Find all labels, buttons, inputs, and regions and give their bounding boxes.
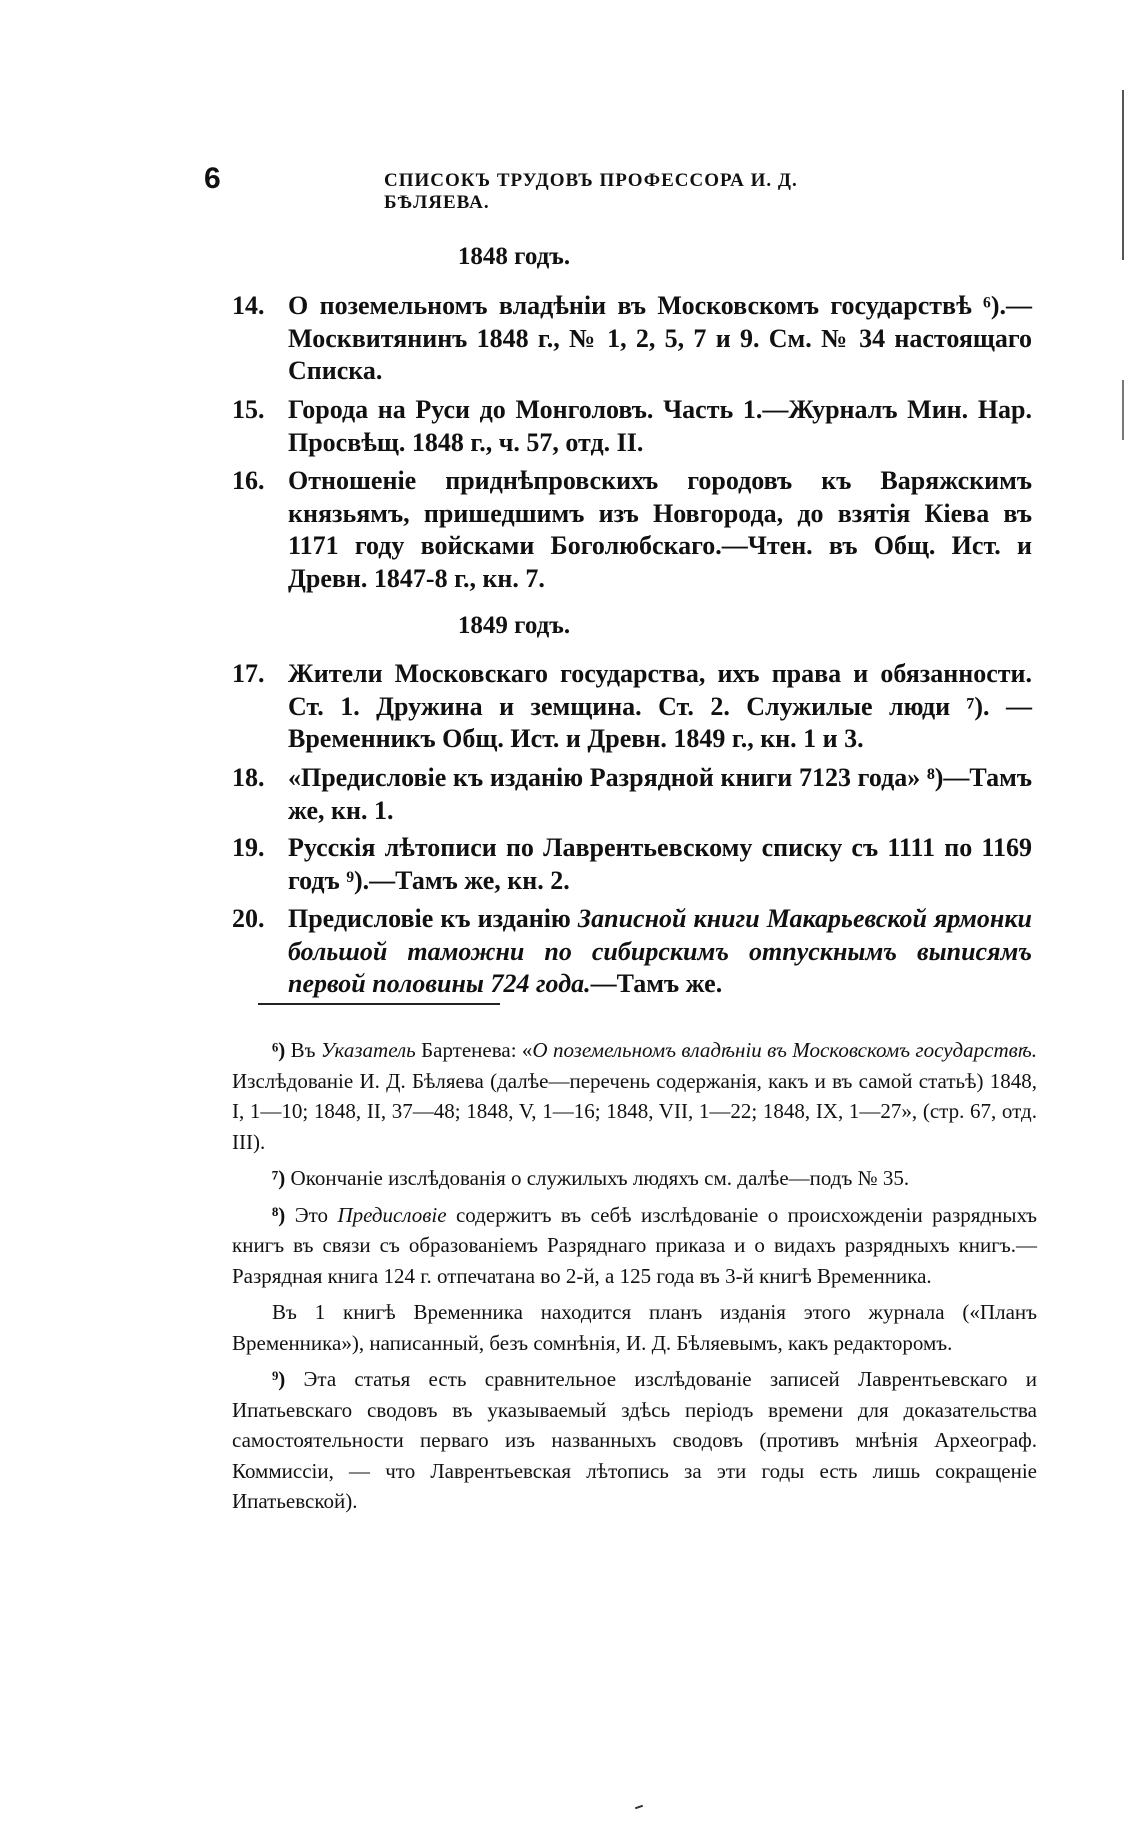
year-heading-1849: 1849 годъ.	[457, 612, 571, 639]
entry-text-italic: Записной книги Макарьевской ярмонки большой таможни по сибирскимъ отпускнымъ выписямъ первой половины 724 года.	[288, 904, 1033, 998]
footnote-text: Это	[285, 1202, 338, 1227]
entry-text	[288, 903, 1032, 1001]
footnote-mark: ⁶)	[272, 1038, 286, 1062]
footnote	[232, 1163, 1037, 1194]
footnote-text-italic: Указатель	[320, 1038, 416, 1062]
bibliography-entry	[232, 658, 1032, 756]
entry-number: 18.	[232, 763, 265, 792]
footnote-mark: ⁷)	[272, 1166, 286, 1190]
footnote-text-italic: О поземельномъ владѣніи въ Московскомъ государствѣ.	[532, 1038, 1037, 1062]
entry-text-plain: Предисловіе къ изданію	[288, 904, 578, 933]
entry-text: Жители Московскаго государства, ихъ права и обязанности. Ст. 1. Дружина и земщина. Ст. 2. Служилые люди ⁷). — Временникъ Общ. Ист. и Древн. 1849 г., кн. 1 и 3.	[288, 659, 1032, 753]
print-speck	[635, 1805, 643, 1810]
entry-number: 20.	[232, 904, 265, 933]
footnote-text: Изслѣдованіе И. Д. Бѣляева (далѣе—перечень содержанія, какъ и въ самой статьѣ) 1848, I, 1—10; 1848, II, 37—48; 1848, V, 1—16; 1848, VII, 1—22; 1848, IX, 1—27», (стр. 67, отд. III).	[232, 1068, 1037, 1154]
page-header	[204, 162, 904, 213]
footnote-text: Въ 1 книгѣ Временника находится планъ изданія этого журнала («Планъ Временника»), написанный, безъ сомнѣнія, И. Д. Бѣляевымъ, какъ редакторомъ.	[232, 1300, 1037, 1355]
bibliography-entry	[232, 394, 1032, 459]
entry-number: 16.	[232, 466, 265, 495]
footnote-text: содержитъ въ себѣ изслѣдованіе о происхожденіи разрядныхъ книгъ въ связи съ образованіемъ Разряднаго приказа и о видахъ разрядныхъ книгъ.— Разрядная книга 124 г. отпечатана во 2-й, а 125 года въ 3-й книгѣ Временника.	[232, 1202, 1037, 1288]
running-title: СПИСОКЪ ТРУДОВЪ ПРОФЕССОРА И. Д. БѢЛЯЕВА.	[384, 170, 798, 213]
footnote-text: Окончаніе изслѣдованія о служилыхъ людяхъ см. далѣе—подъ № 35.	[285, 1166, 910, 1190]
entry-number: 15.	[232, 395, 265, 424]
year-heading-1848: 1848 годъ.	[457, 243, 571, 270]
footnote-text: Въ	[285, 1038, 321, 1062]
footnote-mark: ⁹)	[272, 1367, 286, 1391]
footnotes	[232, 1035, 1037, 1523]
footnote	[232, 1035, 1037, 1157]
entry-text: «Предисловіе къ изданію Разрядной книги 7123 года» ⁸)—Тамъ же, кн. 1.	[288, 763, 1032, 825]
entry-text: О поземельномъ владѣніи въ Московскомъ государствѣ ⁶).— Москвитянинъ 1848 г., № 1, 2, 5, 7 и 9. См. № 34 настоящаго Списка.	[288, 291, 1032, 385]
page-number: 6	[204, 162, 221, 195]
bibliography-entry	[232, 832, 1032, 897]
bibliography-entry	[232, 762, 1032, 827]
entry-text: Города на Руси до Монголовъ. Часть 1.—Журналъ Мин. Нар. Просвѣщ. 1848 г., ч. 57, отд. II.	[288, 395, 1032, 457]
footnote-text: Эта статья есть сравнительное изслѣдованіе записей Лаврентьевскаго и Ипатьевскаго сводовъ въ указываемый здѣсь періодъ времени для доказательства самостоятельности перваго изъ названныхъ сводовъ (противъ мнѣнія Археограф. Коммиссіи, — что Лаврентьевская лѣтопись за эти годы есть лишь сокращеніе Ипатьевской).	[232, 1367, 1037, 1513]
footnote-text: Бартенева: «	[415, 1038, 533, 1062]
entry-text: Отношеніе приднѣпровскихъ городовъ къ Варяжскимъ князьямъ, пришедшимъ изъ Новгорода, до взятія Кіева въ 1171 году войсками Боголюбскаго.—Чтен. въ Общ. Ист. и Древн. 1847-8 г., кн. 7.	[288, 466, 1032, 593]
footnote-text-italic: Предисловіе	[337, 1202, 447, 1227]
bibliography-entry	[232, 903, 1032, 1001]
footnote	[232, 1200, 1037, 1292]
bibliography-entry	[232, 465, 1032, 595]
entry-text-plain: —Тамъ же.	[590, 969, 723, 998]
bibliography-entry	[232, 290, 1032, 388]
binding-edge-mark	[1122, 90, 1124, 260]
entry-number: 17.	[232, 659, 265, 688]
entry-number: 19.	[232, 833, 265, 862]
footnote	[232, 1364, 1037, 1517]
footnote-mark: ⁸)	[272, 1202, 286, 1227]
footnote	[232, 1297, 1037, 1358]
binding-edge-mark	[1122, 380, 1124, 440]
entry-text: Русскія лѣтописи по Лаврентьевскому списку съ 1111 по 1169 годъ ⁹).—Тамъ же, кн. 2.	[288, 833, 1032, 895]
entry-number: 14.	[232, 291, 265, 320]
footnote-separator	[258, 1003, 500, 1005]
